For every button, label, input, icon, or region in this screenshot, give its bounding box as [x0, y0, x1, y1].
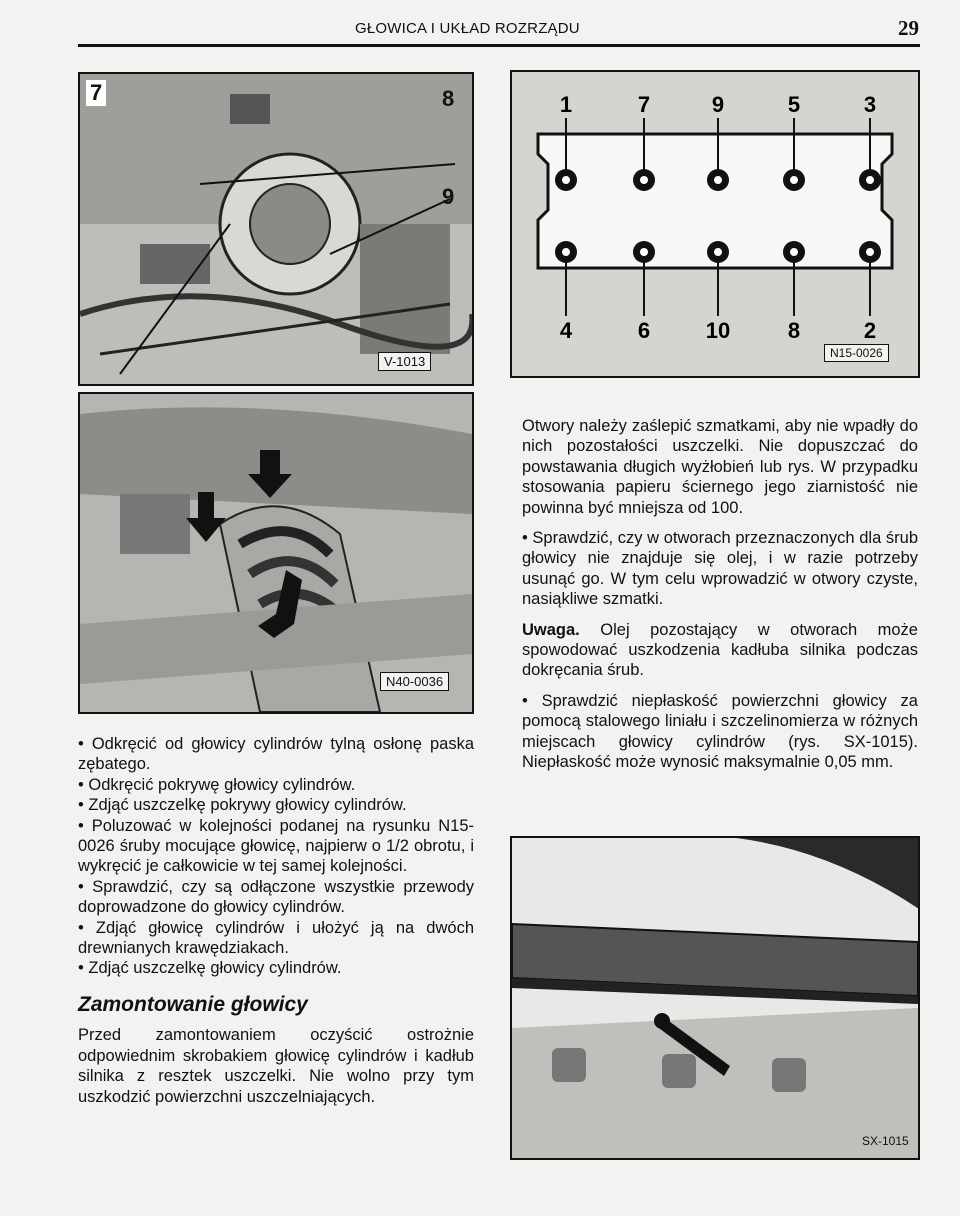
list-item: • Sprawdzić niepłaskość powierzchni głowicy za pomocą stalowego liniału i szczelinomierza w różnych miejscach głowicy cylindrów (rys. SX-1015). Niepłaskość może wynosić maksymalnie 0,05 mm.: [522, 691, 918, 772]
paragraph: Przed zamontowaniem oczyścić ostrożnie odpowiednim skrobakiem głowicę cylindrów i kadłub silnika z resztek uszczelki. Nie wolno przy tym uszkodzić powierzchni uszczelniających.: [78, 1026, 474, 1106]
callout-8: 8: [442, 86, 455, 111]
bolt-number-bottom: 6: [637, 318, 651, 343]
bolt-number-top: 7: [637, 92, 651, 117]
bolt-center: [790, 176, 798, 184]
bolt-number-top: 9: [711, 92, 725, 117]
bolt-center: [714, 248, 722, 256]
bolt-center: [562, 176, 570, 184]
bolt-number-bottom: 2: [863, 318, 877, 343]
bolt-number-top: 1: [559, 92, 573, 117]
left-column-text: [78, 734, 474, 1107]
bolt-number-bottom: 4: [559, 318, 573, 343]
warning-label: Uwaga.: [522, 620, 580, 639]
callout-9: 9: [442, 184, 455, 209]
right-column-text: [522, 416, 918, 773]
bolt-sequence-diagram: [512, 72, 918, 376]
section-heading: Zamontowanie głowicy: [78, 992, 308, 1016]
bolt-center: [790, 248, 798, 256]
bolt-center: [714, 176, 722, 184]
paragraph: Otwory należy zaślepić szmatkami, aby nie wpadły do nich pozostałości uszczelki. Nie dopuszczać do powstawania długich wyżłobień lub rys. W przypadku stosowania papieru ściernego jego ziarnistość nie powinna być mniejsza od 100.: [522, 417, 918, 517]
bolt-center: [640, 248, 648, 256]
bolt-number-top: 3: [863, 92, 877, 117]
bolt-number-top: 5: [787, 92, 801, 117]
bolt-center: [866, 176, 874, 184]
list-item: • Zdjąć głowicę cylindrów i ułożyć ją na dwóch drewnianych krawędziakach.: [78, 918, 474, 958]
list-item: • Sprawdzić, czy są odłączone wszystkie przewody doprowadzone do głowicy cylindrów.: [78, 877, 474, 917]
figure-bolt-sequence: [510, 70, 920, 378]
page-number: 29: [898, 16, 919, 40]
figure-tag-sx1015: SX-1015: [862, 1134, 909, 1148]
header-rule: [78, 44, 920, 47]
bolt-center: [562, 248, 570, 256]
list-item: • Zdjąć uszczelkę głowicy cylindrów.: [78, 959, 342, 978]
list-item: • Odkręcić pokrywę głowicy cylindrów.: [78, 775, 356, 794]
chapter-title: GŁOWICA I UKŁAD ROZRZĄDU: [355, 20, 580, 37]
list-item: • Zdjąć uszczelkę pokrywy głowicy cylindrów.: [78, 796, 407, 815]
figure-flatness-check: [510, 836, 920, 1160]
warning-text: Olej pozostający w otworach może spowodować uszkodzenia kadłuba silnika podczas dokręcania śrub.: [522, 620, 918, 680]
list-item: • Poluzować w kolejności podanej na rysunku N15-0026 śruby mocujące głowicę, najpierw o 1/2 obrotu, i wykręcić je całkowicie w tej samej kolejności.: [78, 816, 474, 876]
engine-bay-illustration: [80, 74, 472, 384]
figure-engine-bay: [78, 72, 474, 386]
flatness-check-illustration: [512, 838, 918, 1158]
warning-paragraph: [522, 620, 918, 681]
figure-timing-cover: [78, 392, 474, 714]
list-item: • Odkręcić od głowicy cylindrów tylną osłonę paska zębatego.: [78, 735, 474, 774]
bolt-center: [640, 176, 648, 184]
bolt-number-bottom: 8: [787, 318, 801, 343]
figure-tag-n400036: N40-0036: [380, 672, 449, 691]
figure-tag-n150026: N15-0026: [824, 344, 889, 362]
bolt-number-bottom: 10: [705, 318, 731, 343]
timing-cover-illustration: [80, 394, 472, 712]
list-item: • Sprawdzić, czy w otworach przeznaczonych dla śrub głowicy nie znajduje się olej, i w razie potrzeby usunąć go. W tym celu wprowadzić w otwory czyste, nasiąkliwe szmatki.: [522, 529, 918, 609]
callout-7: 7: [86, 80, 106, 106]
bolt-center: [866, 248, 874, 256]
figure-tag-v1013: V-1013: [378, 352, 431, 371]
